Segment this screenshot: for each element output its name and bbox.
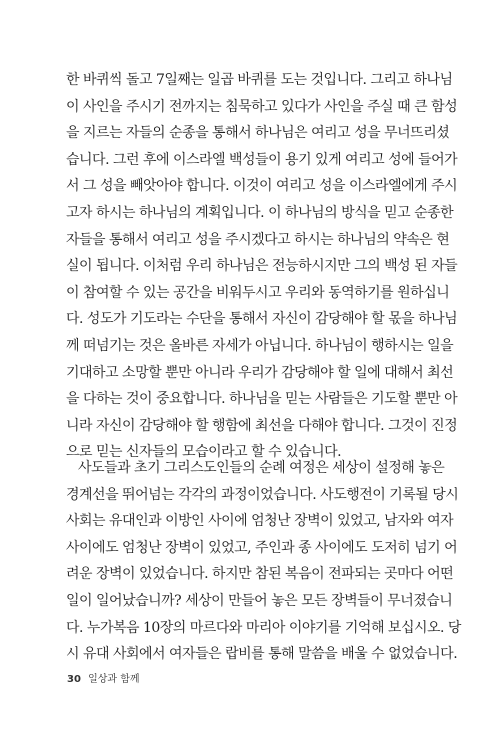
text-line: 다. 누가복음 10장의 마르다와 마리아 이야기를 기억해 보십시오. 당 <box>66 619 461 636</box>
text-line: 니라 자신이 감당해야 할 행함에 최선을 다해야 합니다. 그것이 진정 <box>66 417 458 434</box>
text-line: 이 참여할 수 있는 공간을 비워두시고 우리와 동역하기를 원하십니 <box>66 284 450 301</box>
text-line: 사도들과 초기 그리스도인들의 순례 여정은 세상이 설정해 놓은 <box>78 460 445 476</box>
text-line: 자들을 통해서 여리고 성을 주시겠다고 하시는 하나님의 약속은 현 <box>66 231 450 248</box>
text-line: 으로 믿는 신자들의 모습이라고 할 수 있습니다. <box>66 444 342 461</box>
text-line: 서 그 성을 빼앗아야 합니다. 이것이 여리고 성을 이스라엘에게 주시 <box>66 178 458 195</box>
text-line: 사회는 유대인과 이방인 사이에 엄청난 장벽이 있었고, 남자와 여자 <box>66 513 454 530</box>
text-line: 기대하고 소망할 뿐만 아니라 우리가 감당해야 할 일에 대해서 최선 <box>66 364 454 381</box>
text-line: 사이에도 엄청난 장벽이 있었고, 주인과 종 사이에도 도저히 넘기 어 <box>66 539 458 556</box>
text-line: 께 떠넘기는 것은 올바른 자세가 아닙니다. 하나님이 행하시는 일을 <box>66 337 454 354</box>
text-line: 을 지르는 자들의 순종을 통해서 하나님은 여리고 성을 무너뜨리셨 <box>66 125 450 142</box>
page-number: 30 <box>67 674 81 685</box>
page-footer <box>67 670 140 685</box>
text-line: 려운 장벽이 있었습니다. 하지만 참된 복음이 전파되는 곳마다 어떤 <box>66 566 454 583</box>
text-line: 이 사인을 주시기 전까지는 침묵하고 있다가 사인을 주실 때 큰 함성 <box>66 98 458 115</box>
text-line: 다. 성도가 기도라는 수단을 통해서 자신이 감당해야 할 몫을 하나님 <box>66 311 458 328</box>
text-line: 실이 됩니다. 이처럼 우리 하나님은 전능하시지만 그의 백성 된 자들 <box>66 258 458 275</box>
body-paragraph-2 <box>66 455 461 668</box>
text-line: 습니다. 그런 후에 이스라엘 백성들이 용기 있게 여리고 성에 들어가 <box>66 151 458 168</box>
text-line: 고자 하시는 하나님의 계획입니다. 이 하나님의 방식을 믿고 순종한 <box>66 204 454 221</box>
running-title: 일상과 함께 <box>88 674 140 685</box>
text-line: 을 다하는 것이 중요합니다. 하나님을 믿는 사람들은 기도할 뿐만 아 <box>66 391 458 408</box>
text-line: 일이 일어났습니까? 세상이 만들어 놓은 모든 장벽들이 무너졌습니 <box>66 592 453 609</box>
body-paragraph-1 <box>66 67 458 466</box>
text-line: 한 바퀴씩 돌고 7일째는 일곱 바퀴를 도는 것입니다. 그리고 하나님 <box>66 72 453 88</box>
text-line: 경계선을 뛰어넘는 각각의 과정이었습니다. 사도행전이 기록될 당시 <box>66 486 459 503</box>
text-line: 시 유대 사회에서 여자들은 랍비를 통해 말씀을 배울 수 없었습니다. <box>66 646 458 663</box>
